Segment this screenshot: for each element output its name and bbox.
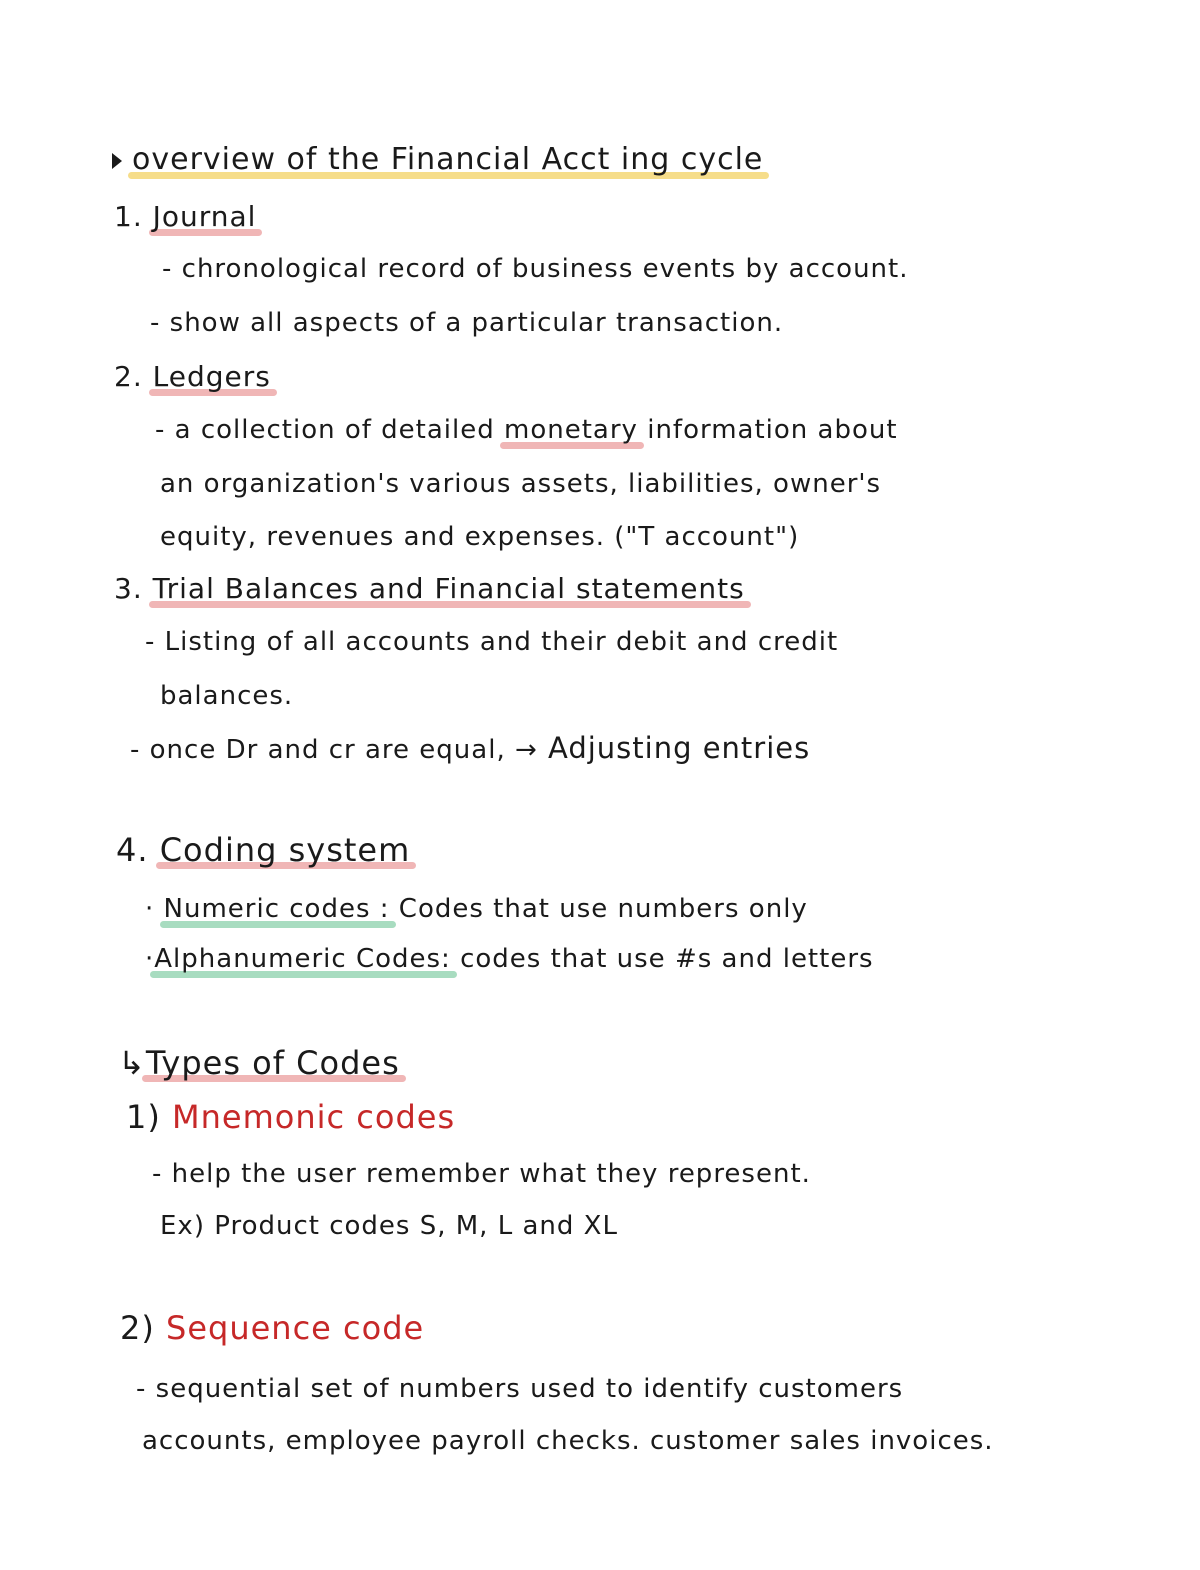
text-fragment: codes that use #s and letters bbox=[450, 944, 874, 974]
list-item bbox=[145, 942, 874, 976]
text-fragment: - a collection of detailed bbox=[155, 415, 505, 445]
sequence-heading-row bbox=[120, 1311, 424, 1345]
page-title: overview of the Financial Acct ing cycle bbox=[132, 142, 764, 177]
list-item: - help the user remember what they represent. bbox=[152, 1159, 811, 1189]
subsection-heading: Types of Codes bbox=[145, 1044, 400, 1082]
dot-bullet-icon: · bbox=[145, 894, 155, 924]
section-number: 3. bbox=[114, 572, 143, 605]
item-heading: Sequence code bbox=[166, 1309, 425, 1347]
highlighted-term: monetary bbox=[504, 415, 638, 445]
return-arrow-icon: ↳ bbox=[118, 1044, 146, 1082]
list-item: - show all aspects of a particular transaction. bbox=[150, 308, 784, 338]
text-fragment: Adjusting entries bbox=[537, 731, 811, 765]
text-fragment: - once Dr and cr are equal, bbox=[130, 735, 515, 765]
section-heading: Journal bbox=[152, 200, 257, 233]
highlighted-term: Alphanumeric Codes: bbox=[154, 944, 451, 974]
list-item-continued: an organization's various assets, liabilities, owner's bbox=[160, 469, 882, 499]
text-fragment: information about bbox=[637, 415, 898, 445]
list-item bbox=[145, 892, 808, 926]
mnemonic-heading-row bbox=[126, 1100, 455, 1134]
text-fragment: Codes that use numbers only bbox=[389, 894, 808, 924]
item-heading: Mnemonic codes bbox=[172, 1098, 456, 1136]
list-item-continued: equity, revenues and expenses. ("T account") bbox=[160, 522, 800, 552]
list-item-continued: accounts, employee payroll checks. customer sales invoices. bbox=[142, 1426, 994, 1456]
section-heading: Trial Balances and Financial statements bbox=[152, 572, 745, 605]
section-ledgers-heading bbox=[114, 360, 271, 394]
dot-bullet-icon: · bbox=[145, 944, 155, 974]
item-number: 1) bbox=[126, 1098, 161, 1136]
highlighted-term: Numeric codes : bbox=[163, 894, 390, 924]
list-item bbox=[155, 413, 898, 447]
list-item: - Listing of all accounts and their debit and credit bbox=[145, 627, 839, 657]
list-item bbox=[130, 731, 810, 767]
list-item: - sequential set of numbers used to identify customers bbox=[136, 1374, 904, 1404]
section-heading: Ledgers bbox=[152, 360, 271, 393]
page-title-row bbox=[112, 143, 763, 177]
list-item-continued: balances. bbox=[160, 681, 294, 711]
section-number: 1. bbox=[114, 200, 143, 233]
triangle-bullet-icon bbox=[112, 153, 122, 169]
item-number: 2) bbox=[120, 1309, 155, 1347]
subsection-types-heading bbox=[118, 1046, 400, 1080]
example-line: Ex) Product codes S, M, L and XL bbox=[160, 1211, 618, 1241]
section-heading: Coding system bbox=[159, 831, 411, 869]
section-trial-heading bbox=[114, 572, 745, 606]
section-number: 2. bbox=[114, 360, 143, 393]
list-item: - chronological record of business events by account. bbox=[162, 254, 909, 284]
section-journal-heading bbox=[114, 200, 256, 234]
section-number: 4. bbox=[116, 831, 149, 869]
section-coding-heading bbox=[116, 833, 410, 867]
right-arrow-icon: → bbox=[514, 735, 538, 765]
